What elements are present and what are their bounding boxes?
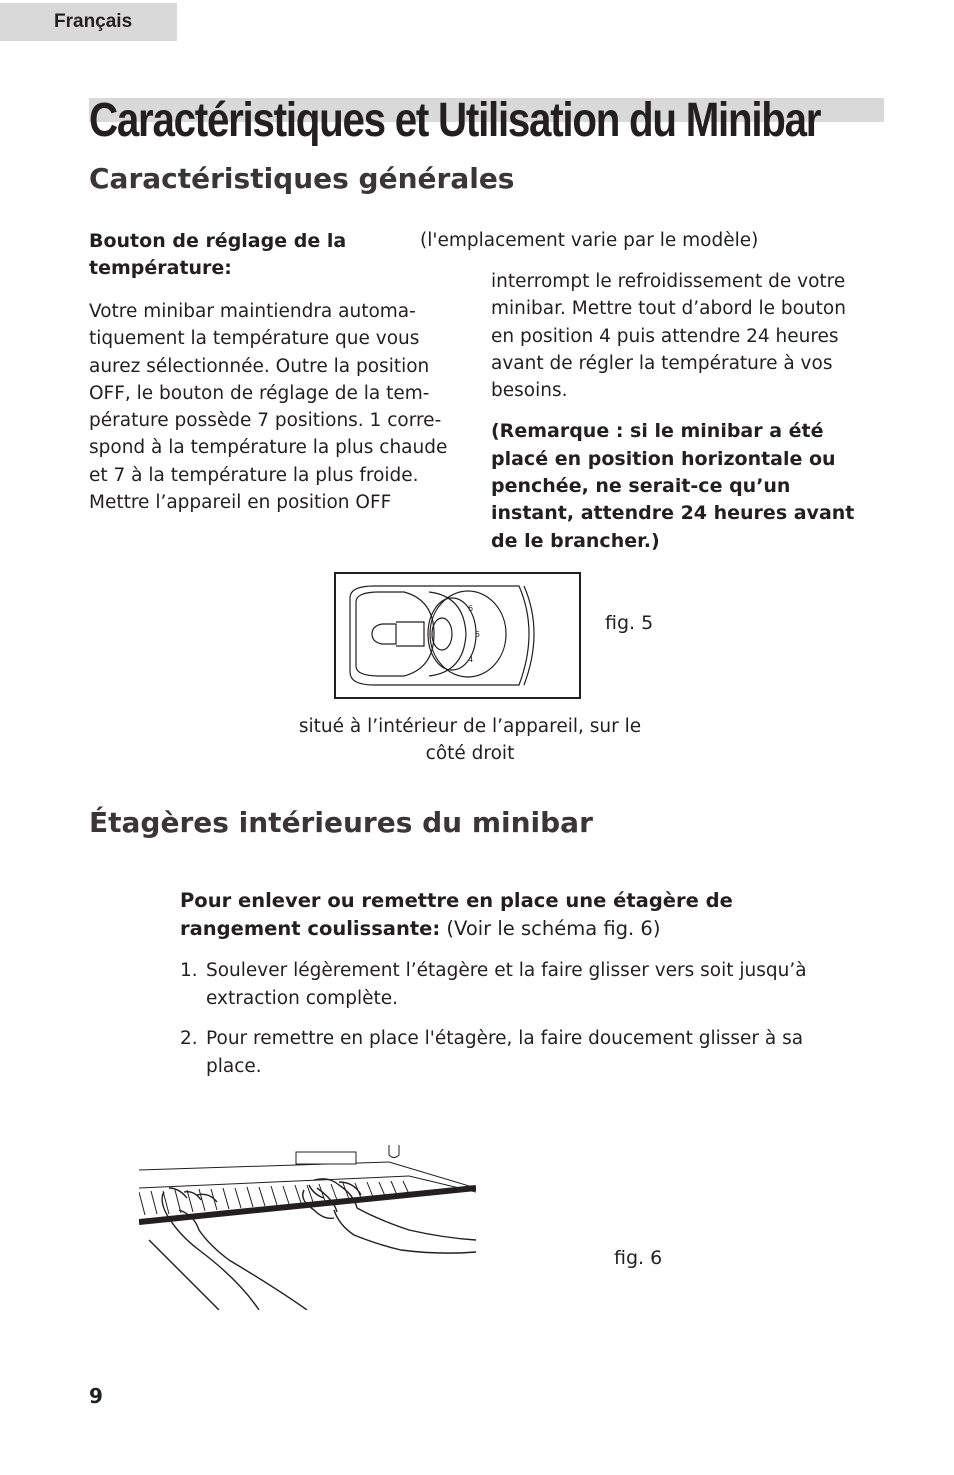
temperature-paragraph-left: Votre minibar maintiendra automa-tiquement la température que vous aurez sélectionnée. Outre la position OFF, le bouton de réglage de la tem-pérature possède 7 positions. 1 corre-spond à la température la plus chaude et 7 à la température la plus froide. Mettre l’appareil en position OFF xyxy=(89,301,448,514)
temperature-paragraph-right: interrompt le refroidissement de votre minibar. Mettre tout d’abord le bouton en position 4 puis attendre 24 heures avant de régler la température à vos besoins. xyxy=(491,271,846,402)
page-number: 9 xyxy=(89,1384,103,1408)
page-title: Caractéristiques et Utilisation du Minibar xyxy=(89,94,821,147)
section-heading-shelves-text: Étagères intérieures du minibar xyxy=(89,806,593,839)
step-text: Soulever légèrement l’étagère et la faire glisser vers soit jusqu’à extraction complète. xyxy=(206,960,807,1009)
location-note: (l'emplacement varie par le modèle) xyxy=(420,230,759,251)
section-heading-shelves xyxy=(89,806,593,839)
fig5-illustration xyxy=(334,572,581,699)
dial-number-6: 6 xyxy=(468,604,474,613)
thermostat-dial-drawing xyxy=(334,572,581,699)
language-tab xyxy=(0,3,177,41)
shelf-instruction xyxy=(180,887,840,942)
fig5-label: fig. 5 xyxy=(605,612,654,634)
left-column xyxy=(89,228,448,516)
shelf-instruction-normal: (Voir le schéma fig. 6) xyxy=(440,916,661,940)
list-item xyxy=(180,1025,835,1080)
fig5-caption: situé à l’intérieur de l’appareil, sur le côté droit xyxy=(298,716,642,764)
step-number: 1. xyxy=(180,960,198,981)
language-tab-label: Français xyxy=(54,11,133,32)
remark-paragraph: (Remarque : si le minibar a été placé en position horizontale ou penchée, ne serait-ce qu’un instant, attendre 24 heures avant de le brancher.) xyxy=(491,420,855,552)
dial-number-4: 4 xyxy=(468,655,474,664)
shelf-instruction-bold: Pour enlever ou remettre en place une étagère de rangement coulissante: xyxy=(180,889,733,940)
dial-number-5: 5 xyxy=(475,630,481,639)
section-heading-general: Caractéristiques générales xyxy=(89,162,515,195)
right-column xyxy=(491,268,869,555)
fig6-label: fig. 6 xyxy=(614,1247,663,1269)
step-number: 2. xyxy=(180,1028,198,1049)
shelf-hands-drawing xyxy=(139,1140,476,1310)
step-text: Pour remettre en place l'étagère, la faire doucement glisser à sa place. xyxy=(206,1028,804,1077)
shelf-steps-list xyxy=(180,957,835,1093)
list-item xyxy=(180,957,835,1012)
temperature-knob-heading: Bouton de réglage de la température: xyxy=(89,230,347,279)
fig6-illustration xyxy=(139,1140,476,1310)
